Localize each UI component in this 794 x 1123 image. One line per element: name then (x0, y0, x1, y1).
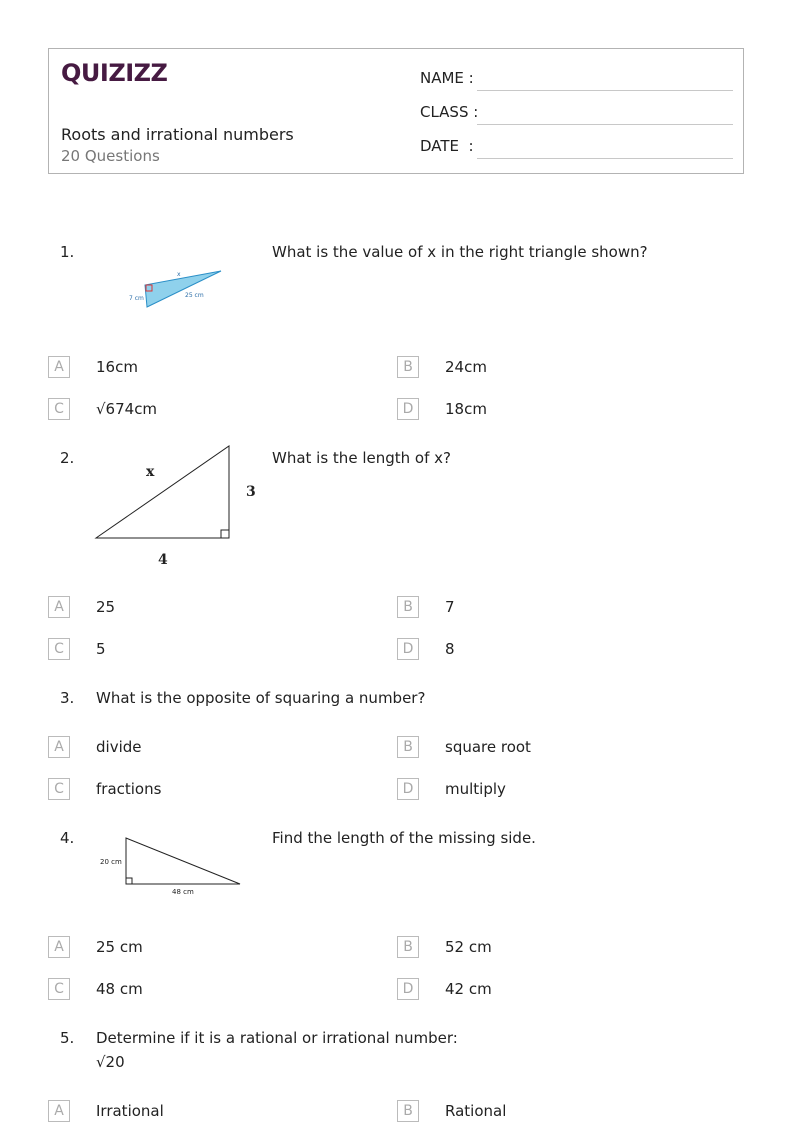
option-b-box[interactable]: B (397, 1100, 419, 1122)
question-text: What is the opposite of squaring a number? (96, 689, 426, 707)
question-count: 20 Questions (61, 147, 160, 165)
triangle-figure (90, 440, 265, 575)
option-c-text: √674cm (96, 400, 158, 418)
label-x: x (177, 271, 181, 278)
label-25cm: 25 cm (185, 292, 204, 299)
option-d-box[interactable]: D (397, 778, 419, 800)
question-text: Determine if it is a rational or irrational number: (96, 1029, 458, 1047)
option-d-text: 8 (445, 640, 455, 658)
option-a-box[interactable]: A (48, 356, 70, 378)
worksheet-header (48, 48, 744, 174)
option-b-box[interactable]: B (397, 736, 419, 758)
question-text: Find the length of the missing side. (272, 829, 536, 847)
option-d-text: multiply (445, 780, 506, 798)
option-d-text: 18cm (445, 400, 487, 418)
question-number: 4. (60, 829, 75, 847)
question-number: 2. (60, 449, 75, 467)
option-c-text: fractions (96, 780, 162, 798)
triangle-figure (96, 832, 246, 900)
option-d-box[interactable]: D (397, 638, 419, 660)
option-c-text: 5 (96, 640, 106, 658)
name-label: NAME : (420, 69, 474, 87)
option-c-box[interactable]: C (48, 978, 70, 1000)
option-b-text: 7 (445, 598, 455, 616)
label-3: 3 (246, 484, 256, 500)
option-a-text: 16cm (96, 358, 138, 376)
question-number: 5. (60, 1029, 75, 1047)
option-a-box[interactable]: A (48, 736, 70, 758)
triangle-figure (125, 265, 225, 310)
option-b-box[interactable]: B (397, 596, 419, 618)
option-a-text: Irrational (96, 1102, 164, 1120)
option-a-text: 25 cm (96, 938, 143, 956)
name-line[interactable] (477, 90, 733, 91)
option-a-text: 25 (96, 598, 116, 616)
question-number: 3. (60, 689, 75, 707)
class-label: CLASS : (420, 103, 479, 121)
label-7cm: 7 cm (129, 295, 144, 302)
name-field[interactable] (420, 69, 474, 87)
option-c-box[interactable]: C (48, 778, 70, 800)
label-20cm: 20 cm (100, 858, 122, 866)
option-b-text: 52 cm (445, 938, 492, 956)
worksheet-title: Roots and irrational numbers (61, 125, 294, 144)
question-text: What is the length of x? (272, 449, 451, 467)
date-field[interactable] (420, 137, 474, 155)
class-line[interactable] (477, 124, 733, 125)
option-a-text: divide (96, 738, 142, 756)
question-number: 1. (60, 243, 75, 261)
label-x: x (146, 464, 155, 480)
option-d-box[interactable]: D (397, 398, 419, 420)
option-a-box[interactable]: A (48, 1100, 70, 1122)
option-c-box[interactable]: C (48, 638, 70, 660)
option-b-box[interactable]: B (397, 356, 419, 378)
option-b-text: 24cm (445, 358, 487, 376)
option-c-box[interactable]: C (48, 398, 70, 420)
label-4: 4 (158, 552, 168, 568)
option-a-box[interactable]: A (48, 596, 70, 618)
option-b-box[interactable]: B (397, 936, 419, 958)
question-text: What is the value of x in the right triangle shown? (272, 243, 648, 261)
date-label: DATE : (420, 137, 474, 155)
option-b-text: Rational (445, 1102, 507, 1120)
question-expression: √20 (96, 1053, 125, 1071)
label-48cm: 48 cm (172, 888, 194, 896)
option-c-text: 48 cm (96, 980, 143, 998)
option-d-box[interactable]: D (397, 978, 419, 1000)
option-d-text: 42 cm (445, 980, 492, 998)
date-line[interactable] (477, 158, 733, 159)
option-a-box[interactable]: A (48, 936, 70, 958)
option-b-text: square root (445, 738, 531, 756)
quizizz-logo: QUIZIZZ (61, 59, 168, 87)
class-field[interactable] (420, 103, 478, 121)
